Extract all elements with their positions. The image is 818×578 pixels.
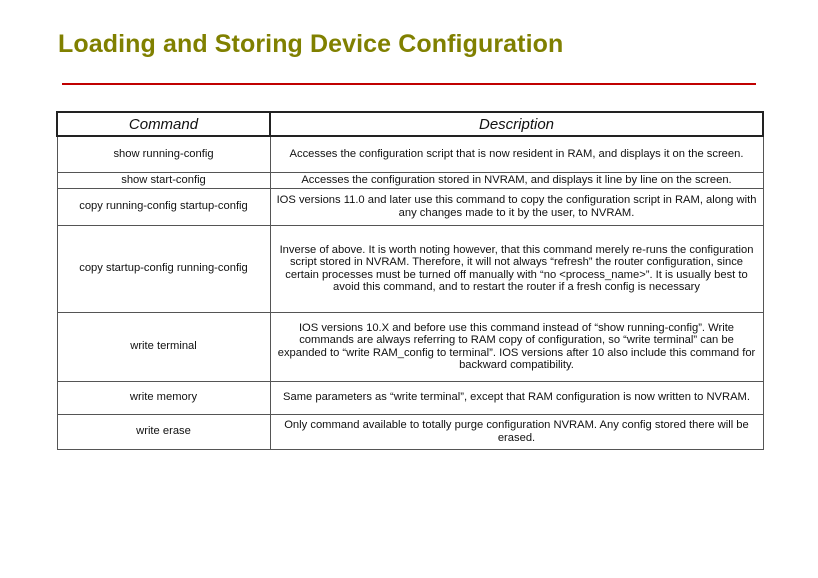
command-cell: show running-config [57,136,270,172]
table-header-row [57,112,763,136]
table-row [57,188,763,225]
command-table [56,111,764,450]
table-row [57,414,763,449]
command-cell: copy startup-config running-config [57,225,270,312]
description-cell: Inverse of above. It is worth noting however, that this command merely re-runs the configuration script stored in NVRAM. Therefore, it will not always “refresh” the router configuration, since certain processes must be turned off manually with “no <process_name>”. It is usually best to avoid this command, and to restart the router if a fresh config is necessary [270,225,763,312]
command-cell: write terminal [57,312,270,381]
table-row [57,136,763,172]
slide-title: Loading and Storing Device Configuration [58,30,564,58]
description-cell: IOS versions 11.0 and later use this command to copy the configuration script in RAM, along with any changes made to it by the user, to NVRAM. [270,188,763,225]
description-cell: IOS versions 10.X and before use this command instead of “show running-config”. Write commands are always referring to RAM copy of configuration, so “write terminal” can be expanded to “write RAM_config to terminal”. IOS versions after 10 also include this command for backward compatibility. [270,312,763,381]
command-column-header: Command [57,112,270,136]
table-row [57,312,763,381]
command-cell: copy running-config startup-config [57,188,270,225]
command-cell: write erase [57,414,270,449]
description-cell: Only command available to totally purge configuration NVRAM. Any config stored there will be erased. [270,414,763,449]
command-cell: show start-config [57,172,270,188]
description-cell: Accesses the configuration stored in NVRAM, and displays it line by line on the screen. [270,172,763,188]
description-column-header: Description [270,112,763,136]
command-cell: write memory [57,381,270,414]
table-row [57,381,763,414]
table-row [57,172,763,188]
title-divider [62,83,756,85]
table-row [57,225,763,312]
description-cell: Accesses the configuration script that is now resident in RAM, and displays it on the screen. [270,136,763,172]
description-cell: Same parameters as “write terminal”, except that RAM configuration is now written to NVRAM. [270,381,763,414]
